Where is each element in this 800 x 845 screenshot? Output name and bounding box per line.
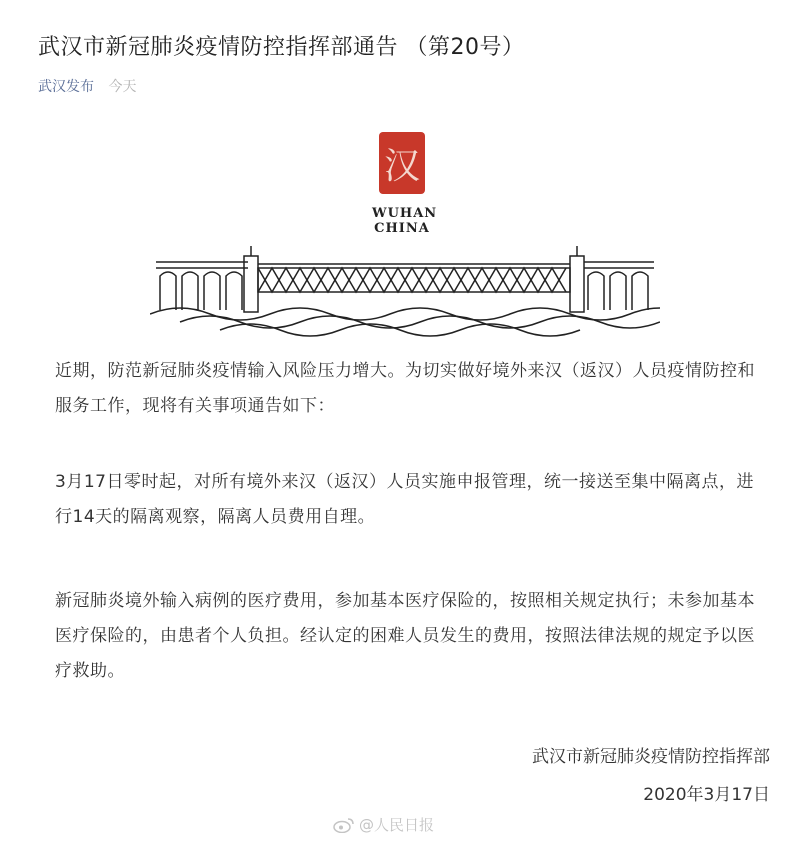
wuhan-seal-logo — [379, 132, 425, 194]
logo-text-china: CHINA — [374, 221, 430, 236]
weibo-icon — [333, 817, 355, 833]
watermark-text: @人民日报 — [359, 816, 435, 834]
seal-character: 汉 — [383, 146, 420, 187]
signature-organization: 武汉市新冠肺炎疫情防控指挥部 — [532, 747, 770, 767]
paragraph-intro: 近期，防范新冠肺炎疫情输入风险压力增大。为切实做好境外来汉（返汉）人员疫情防控和服务工作，现将有关事项通告如下： — [55, 361, 755, 416]
logo-text-wuhan: WUHAN — [372, 206, 438, 221]
bridge-illustration — [150, 238, 660, 338]
paragraph-medical-costs: 新冠肺炎境外输入病例的医疗费用，参加基本医疗保险的，按照相关规定执行；未参加基本医疗保险的，由患者个人负担。经认定的困难人员发生的费用，按照法律法规的规定予以医疗救助。 — [55, 591, 755, 681]
paragraph-quarantine: 3月17日零时起，对所有境外来汉（返汉）人员实施申报管理，统一接送至集中隔离点，进行14天的隔离观察，隔离人员费用自理。 — [55, 472, 754, 527]
logo-caption — [372, 206, 438, 236]
article-meta — [38, 76, 136, 96]
watermark — [333, 814, 434, 835]
signature-date: 2020年3月17日 — [643, 785, 770, 805]
article-title: 武汉市新冠肺炎疫情防控指挥部通告 （第20号） — [38, 35, 525, 60]
publish-time: 今天 — [108, 79, 137, 95]
source-link[interactable]: 武汉发布 — [38, 79, 94, 95]
